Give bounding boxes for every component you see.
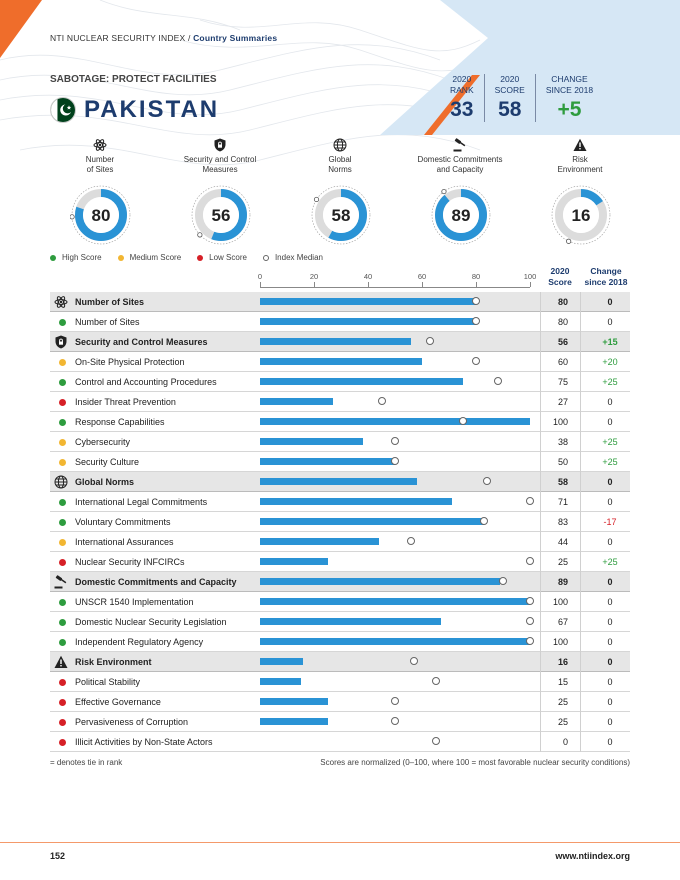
low-score-dot-icon — [59, 739, 66, 746]
category-row — [50, 472, 630, 492]
legend — [50, 253, 323, 262]
indicator-row — [50, 552, 630, 572]
cat-label-5b: Environment — [557, 165, 603, 174]
medium-score-dot-icon — [59, 439, 66, 446]
row-change: 0 — [607, 617, 613, 627]
row-label: Illicit Activities by Non-State Actors — [75, 737, 213, 747]
country-heading — [50, 96, 219, 124]
low-score-dot-icon — [59, 699, 66, 706]
column-divider — [580, 492, 581, 512]
score-bar — [260, 458, 395, 465]
score-bar — [260, 418, 530, 425]
median-marker — [526, 557, 534, 565]
indicator-row — [50, 352, 630, 372]
axis-tick-label: 60 — [417, 272, 427, 281]
row-change: 0 — [607, 397, 613, 407]
category-row — [50, 572, 630, 592]
median-marker — [432, 737, 440, 745]
cat-label-1a: Number — [85, 155, 115, 164]
category-global-norms — [280, 138, 400, 175]
section-title: SABOTAGE: PROTECT FACILITIES — [50, 74, 217, 85]
axis-tick-label: 40 — [363, 272, 373, 281]
column-divider — [580, 692, 581, 712]
category-security-control — [160, 138, 280, 175]
change-stat — [535, 74, 603, 122]
cat-label-2b: Measures — [202, 165, 238, 174]
row-label: Control and Accounting Procedures — [75, 377, 217, 387]
indicator-row — [50, 412, 630, 432]
low-score-dot-icon — [59, 719, 66, 726]
median-marker — [407, 537, 415, 545]
scores-table — [50, 292, 630, 752]
row-change: 0 — [607, 657, 613, 667]
x-axis — [257, 272, 537, 288]
indicator-row — [50, 532, 630, 552]
high-score-dot-icon — [59, 499, 66, 506]
shield-lock-icon — [54, 335, 68, 349]
indicator-row — [50, 512, 630, 532]
donut-number-of-sites — [70, 184, 132, 246]
indicator-row — [50, 372, 630, 392]
score-label — [495, 74, 525, 96]
high-score-dot-icon — [59, 639, 66, 646]
high-score-dot-icon — [59, 379, 66, 386]
indicator-row — [50, 492, 630, 512]
cat-label-4b: and Capacity — [436, 165, 484, 174]
row-change: 0 — [607, 297, 613, 307]
change-value: +5 — [557, 98, 582, 121]
tie-note: = denotes tie in rank — [50, 758, 123, 767]
row-score: 38 — [557, 437, 568, 447]
gavel-icon — [453, 138, 467, 152]
median-marker — [426, 337, 434, 345]
row-label: Cybersecurity — [75, 437, 131, 447]
rank-label-text: RANK — [450, 85, 474, 95]
row-label: Domestic Commitments and Capacity — [75, 577, 237, 587]
score-bar — [260, 638, 530, 645]
row-change: 0 — [607, 497, 613, 507]
cat-label-3b: Norms — [328, 165, 352, 174]
score-column-header — [540, 266, 580, 288]
indicator-row — [50, 732, 630, 752]
indicator-row — [50, 632, 630, 652]
row-label: Pervasiveness of Corruption — [75, 717, 189, 727]
pakistan-flag-icon — [50, 97, 76, 123]
row-score: 0 — [562, 737, 568, 747]
footer-divider — [0, 842, 680, 843]
donut-median-marker — [566, 239, 570, 243]
column-divider — [580, 572, 581, 592]
donut-security-control — [190, 184, 252, 246]
median-marker — [526, 497, 534, 505]
column-divider — [580, 652, 581, 672]
row-label: Domestic Nuclear Security Legislation — [75, 617, 227, 627]
country-name: PAKISTAN — [84, 96, 220, 123]
change-header-line1: Change — [590, 266, 622, 276]
donut-score-label: 89 — [451, 206, 471, 225]
row-score: 27 — [557, 397, 568, 407]
axis-tick — [314, 282, 315, 287]
summary-stats — [440, 74, 603, 122]
row-label: Political Stability — [75, 677, 141, 687]
indicator-row — [50, 592, 630, 612]
column-divider — [580, 552, 581, 572]
column-divider — [580, 712, 581, 732]
median-marker — [459, 417, 467, 425]
column-divider — [580, 472, 581, 492]
score-value: 58 — [498, 98, 522, 121]
row-change: +25 — [602, 457, 618, 467]
column-divider — [580, 332, 581, 352]
row-change: 0 — [607, 597, 613, 607]
score-bar — [260, 498, 452, 505]
score-bar — [260, 518, 484, 525]
axis-line — [260, 287, 530, 288]
axis-tick — [368, 282, 369, 287]
median-marker — [391, 457, 399, 465]
indicator-row — [50, 452, 630, 472]
column-divider — [580, 512, 581, 532]
cat-label-1b: of Sites — [86, 165, 114, 174]
legend-high — [50, 253, 102, 262]
row-change: +25 — [602, 437, 618, 447]
score-bar — [260, 358, 422, 365]
score-bar — [260, 338, 411, 345]
change-label — [546, 74, 593, 96]
column-divider — [580, 672, 581, 692]
warning-icon — [54, 655, 68, 669]
indicator-row — [50, 392, 630, 412]
indicator-row — [50, 612, 630, 632]
row-change: 0 — [607, 697, 613, 707]
high-score-dot-icon — [59, 319, 66, 326]
rank-value: 33 — [450, 98, 474, 121]
row-label: Security Culture — [75, 457, 140, 467]
indicator-row — [50, 312, 630, 332]
score-bar — [260, 398, 333, 405]
column-divider — [580, 632, 581, 652]
globe-icon — [333, 138, 347, 152]
row-label: Global Norms — [75, 477, 135, 487]
median-marker — [432, 677, 440, 685]
atom-icon — [54, 295, 68, 309]
category-row — [50, 292, 630, 312]
high-dot-icon — [50, 255, 56, 261]
high-score-dot-icon — [59, 599, 66, 606]
row-label: Voluntary Commitments — [75, 517, 171, 527]
score-bar — [260, 718, 328, 725]
donut-median-marker — [314, 197, 318, 201]
median-marker — [483, 477, 491, 485]
score-bar — [260, 298, 476, 305]
row-score: 75 — [557, 377, 568, 387]
medium-score-dot-icon — [59, 459, 66, 466]
score-bar — [260, 538, 379, 545]
column-divider — [580, 532, 581, 552]
row-label: Effective Governance — [75, 697, 161, 707]
row-label: Number of Sites — [75, 317, 140, 327]
row-score: 71 — [557, 497, 568, 507]
row-score: 100 — [552, 417, 568, 427]
rank-label — [450, 74, 474, 96]
column-divider — [580, 732, 581, 752]
legend-low — [197, 253, 247, 262]
column-divider — [580, 352, 581, 372]
header-ribbon — [50, 33, 277, 43]
indicator-row — [50, 692, 630, 712]
score-bar — [260, 698, 328, 705]
high-score-dot-icon — [59, 519, 66, 526]
donut-median-marker — [442, 189, 446, 193]
medium-score-dot-icon — [59, 539, 66, 546]
axis-tick — [260, 282, 261, 287]
score-header-text: Score — [548, 277, 572, 287]
donut-score-label: 80 — [91, 206, 111, 225]
warning-icon — [573, 138, 587, 152]
axis-tick-label: 0 — [257, 272, 263, 281]
category-donuts — [0, 138, 680, 248]
website-link[interactable]: www.ntiindex.org — [555, 851, 630, 861]
row-change: +20 — [602, 357, 618, 367]
row-score: 83 — [557, 517, 568, 527]
rank-stat — [440, 74, 484, 122]
row-change: 0 — [607, 417, 613, 427]
index-name: NTI NUCLEAR SECURITY INDEX — [50, 33, 186, 43]
donut-risk-environment — [550, 184, 612, 246]
globe-icon — [54, 475, 68, 489]
donut-median-marker — [198, 233, 202, 237]
score-bar — [260, 378, 463, 385]
row-change: 0 — [607, 577, 613, 587]
row-label: International Legal Commitments — [75, 497, 208, 507]
row-change: 0 — [607, 537, 613, 547]
atom-icon — [93, 138, 107, 152]
category-domestic-commitments — [400, 138, 520, 175]
legend-median-label: Index Median — [274, 253, 323, 262]
row-label: Independent Regulatory Agency — [75, 637, 204, 647]
median-marker — [391, 437, 399, 445]
score-bar — [260, 438, 363, 445]
cat-label-4a: Domestic Commitments — [417, 155, 503, 164]
row-change: 0 — [607, 677, 613, 687]
row-change: 0 — [607, 477, 613, 487]
indicator-row — [50, 432, 630, 452]
category-row — [50, 332, 630, 352]
row-label: On-Site Physical Protection — [75, 357, 185, 367]
low-score-dot-icon — [59, 559, 66, 566]
high-score-dot-icon — [59, 619, 66, 626]
median-marker — [499, 577, 507, 585]
median-marker — [391, 717, 399, 725]
row-score: 16 — [557, 657, 568, 667]
score-bar — [260, 598, 530, 605]
row-change: +15 — [602, 337, 618, 347]
score-bar — [260, 318, 476, 325]
row-label: Nuclear Security INFCIRCs — [75, 557, 185, 567]
row-score: 67 — [557, 617, 568, 627]
axis-tick — [530, 282, 531, 287]
row-label: Response Capabilities — [75, 417, 165, 427]
rank-label-year: 2020 — [452, 74, 472, 84]
score-header-year: 2020 — [550, 266, 570, 276]
row-score: 100 — [552, 637, 568, 647]
donut-domestic-commitments — [430, 184, 492, 246]
low-dot-icon — [197, 255, 203, 261]
donut-score-label: 16 — [571, 206, 591, 225]
median-circle-icon — [263, 255, 269, 261]
column-divider — [580, 312, 581, 332]
score-label-year: 2020 — [500, 74, 520, 84]
shield-lock-icon — [213, 138, 227, 152]
median-marker — [472, 317, 480, 325]
medium-score-dot-icon — [59, 359, 66, 366]
column-divider — [580, 612, 581, 632]
column-divider — [580, 412, 581, 432]
row-score: 58 — [557, 477, 568, 487]
legend-median — [263, 253, 323, 262]
row-change: +25 — [602, 557, 618, 567]
legend-low-label: Low Score — [209, 253, 247, 262]
score-bar — [260, 658, 303, 665]
axis-tick-label: 20 — [309, 272, 319, 281]
donut-score-label: 58 — [331, 206, 351, 225]
axis-tick-label: 80 — [471, 272, 481, 281]
gavel-icon — [54, 575, 68, 589]
normalization-note: Scores are normalized (0–100, where 100 = most favorable nuclear security conditions) — [320, 758, 630, 767]
median-marker — [480, 517, 488, 525]
row-change: 0 — [607, 637, 613, 647]
change-label-line1: CHANGE — [551, 74, 588, 84]
row-change: 0 — [607, 717, 613, 727]
row-score: 89 — [557, 577, 568, 587]
row-label: Insider Threat Prevention — [75, 397, 176, 407]
low-score-dot-icon — [59, 399, 66, 406]
cat-label-2a: Security and Control — [183, 155, 257, 164]
axis-tick — [422, 282, 423, 287]
row-score: 25 — [557, 697, 568, 707]
column-divider — [580, 432, 581, 452]
row-score: 44 — [557, 537, 568, 547]
legend-medium-label: Medium Score — [129, 253, 182, 262]
row-label: International Assurances — [75, 537, 174, 547]
cat-label-5a: Risk — [572, 155, 588, 164]
median-marker — [526, 637, 534, 645]
donut-global-norms — [310, 184, 372, 246]
category-row — [50, 652, 630, 672]
score-stat — [484, 74, 535, 122]
change-header-line2: since 2018 — [584, 277, 628, 287]
column-divider — [580, 372, 581, 392]
high-score-dot-icon — [59, 419, 66, 426]
cat-label-3a: Global — [328, 155, 352, 164]
page-section: Country Summaries — [193, 33, 278, 43]
median-marker — [391, 697, 399, 705]
category-risk-environment — [520, 138, 640, 175]
row-score: 15 — [557, 677, 568, 687]
median-marker — [526, 617, 534, 625]
axis-tick-label: 100 — [523, 272, 537, 281]
median-marker — [410, 657, 418, 665]
median-marker — [472, 297, 480, 305]
median-marker — [526, 597, 534, 605]
score-bar — [260, 558, 328, 565]
row-change: +25 — [602, 377, 618, 387]
median-marker — [378, 397, 386, 405]
median-marker — [472, 357, 480, 365]
row-score: 80 — [557, 317, 568, 327]
donut-score-label: 56 — [211, 206, 231, 225]
legend-medium — [118, 253, 182, 262]
row-label: UNSCR 1540 Implementation — [75, 597, 194, 607]
row-score: 100 — [552, 597, 568, 607]
row-score: 50 — [557, 457, 568, 467]
row-label: Risk Environment — [75, 657, 152, 667]
row-label: Number of Sites — [75, 297, 145, 307]
column-divider — [580, 292, 581, 312]
row-change: 0 — [607, 737, 613, 747]
score-bar — [260, 678, 301, 685]
score-label-text: SCORE — [494, 85, 525, 95]
indicator-row — [50, 712, 630, 732]
row-score: 60 — [557, 357, 568, 367]
score-bar — [260, 478, 417, 485]
score-bar — [260, 578, 500, 585]
indicator-row — [50, 672, 630, 692]
row-score: 25 — [557, 717, 568, 727]
medium-dot-icon — [118, 255, 124, 261]
median-marker — [494, 377, 502, 385]
change-column-header — [580, 266, 632, 288]
low-score-dot-icon — [59, 679, 66, 686]
column-divider — [580, 452, 581, 472]
change-label-line2: SINCE 2018 — [545, 85, 594, 95]
axis-tick — [476, 282, 477, 287]
legend-high-label: High Score — [62, 253, 102, 262]
row-label: Security and Control Measures — [75, 337, 208, 347]
row-score: 80 — [557, 297, 568, 307]
header-separator: / — [187, 33, 191, 43]
row-change: 0 — [607, 317, 613, 327]
row-score: 56 — [557, 337, 568, 347]
score-bar — [260, 618, 441, 625]
donut-median-marker — [70, 215, 74, 219]
category-number-of-sites — [40, 138, 160, 175]
column-divider — [580, 592, 581, 612]
row-score: 25 — [557, 557, 568, 567]
page-number: 152 — [50, 851, 66, 861]
row-change: -17 — [603, 517, 617, 527]
corner-accent — [0, 0, 42, 58]
column-divider — [580, 392, 581, 412]
